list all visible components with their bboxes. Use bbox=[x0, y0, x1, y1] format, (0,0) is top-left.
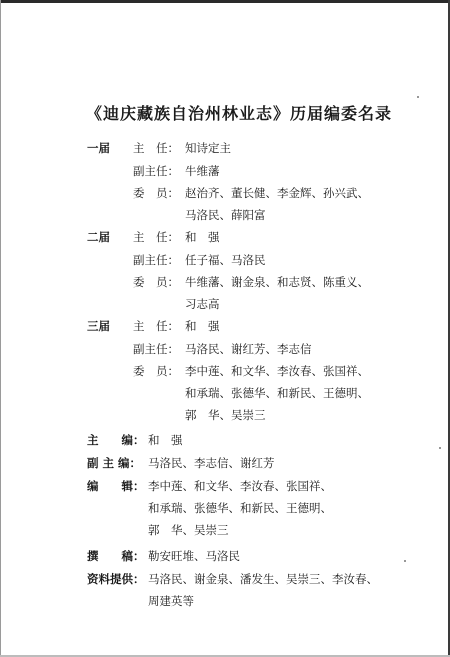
staff-names: 周建英等 bbox=[148, 594, 194, 608]
staff-label: 撰 稿： bbox=[87, 549, 145, 563]
session-name: 一届 bbox=[87, 141, 110, 155]
staff-names: 勒安旺堆、马洛民 bbox=[148, 549, 240, 563]
member-label: 主 任： bbox=[133, 141, 179, 155]
member-label: 委 员： bbox=[133, 275, 179, 289]
member-names: 郭 华、吴崇三 bbox=[185, 408, 266, 422]
member-names: 习志高 bbox=[185, 297, 220, 311]
staff-label: 主 编： bbox=[87, 433, 145, 447]
session-name: 二届 bbox=[87, 230, 110, 244]
member-label: 主 任： bbox=[133, 230, 179, 244]
scan-speck bbox=[404, 560, 406, 562]
staff-names: 和 强 bbox=[148, 433, 183, 447]
member-names: 牛维藩、谢金泉、和志贤、陈重义、 bbox=[185, 275, 369, 289]
member-names: 和 强 bbox=[185, 230, 220, 244]
staff-names: 马洛民、谢金泉、潘发生、吴崇三、李汝春、 bbox=[148, 572, 378, 586]
member-label: 副主任： bbox=[133, 342, 179, 356]
member-label: 主 任： bbox=[133, 319, 179, 333]
scan-speck bbox=[417, 96, 419, 98]
page-edge-top bbox=[0, 0, 450, 3]
page-edge-left bbox=[0, 0, 1, 657]
staff-label: 编 辑： bbox=[87, 479, 145, 493]
staff-names: 李中莲、和文华、李汝春、张国祥、 bbox=[148, 479, 332, 493]
staff-label: 资料提供： bbox=[87, 572, 145, 586]
staff-names: 郭 华、吴崇三 bbox=[148, 523, 229, 537]
member-names: 和 强 bbox=[185, 319, 220, 333]
session-name: 三届 bbox=[87, 319, 110, 333]
page-title: 《迪庆藏族自治州林业志》历届编委名录 bbox=[86, 104, 393, 123]
member-label: 委 员： bbox=[133, 186, 179, 200]
member-names: 任子福、马洛民 bbox=[185, 253, 266, 267]
member-names: 马洛民、薛阳富 bbox=[185, 208, 266, 222]
scan-speck bbox=[439, 447, 441, 449]
member-names: 赵治齐、董长健、李金辉、孙兴武、 bbox=[185, 186, 369, 200]
staff-names: 马洛民、李志信、谢红芳 bbox=[148, 456, 275, 470]
member-names: 知诗定主 bbox=[185, 141, 231, 155]
member-names: 牛维藩 bbox=[185, 164, 220, 178]
member-label: 委 员： bbox=[133, 364, 179, 378]
staff-label: 副 主 编： bbox=[87, 456, 142, 470]
member-names: 李中莲、和文华、李汝春、张国祥、 bbox=[185, 364, 369, 378]
member-names: 和承瑞、张德华、和新民、王德明、 bbox=[185, 386, 369, 400]
staff-names: 和承瑞、张德华、和新民、王德明、 bbox=[148, 501, 332, 515]
member-names: 马洛民、谢红芳、李志信 bbox=[185, 342, 312, 356]
member-label: 副主任： bbox=[133, 164, 179, 178]
member-label: 副主任： bbox=[133, 253, 179, 267]
